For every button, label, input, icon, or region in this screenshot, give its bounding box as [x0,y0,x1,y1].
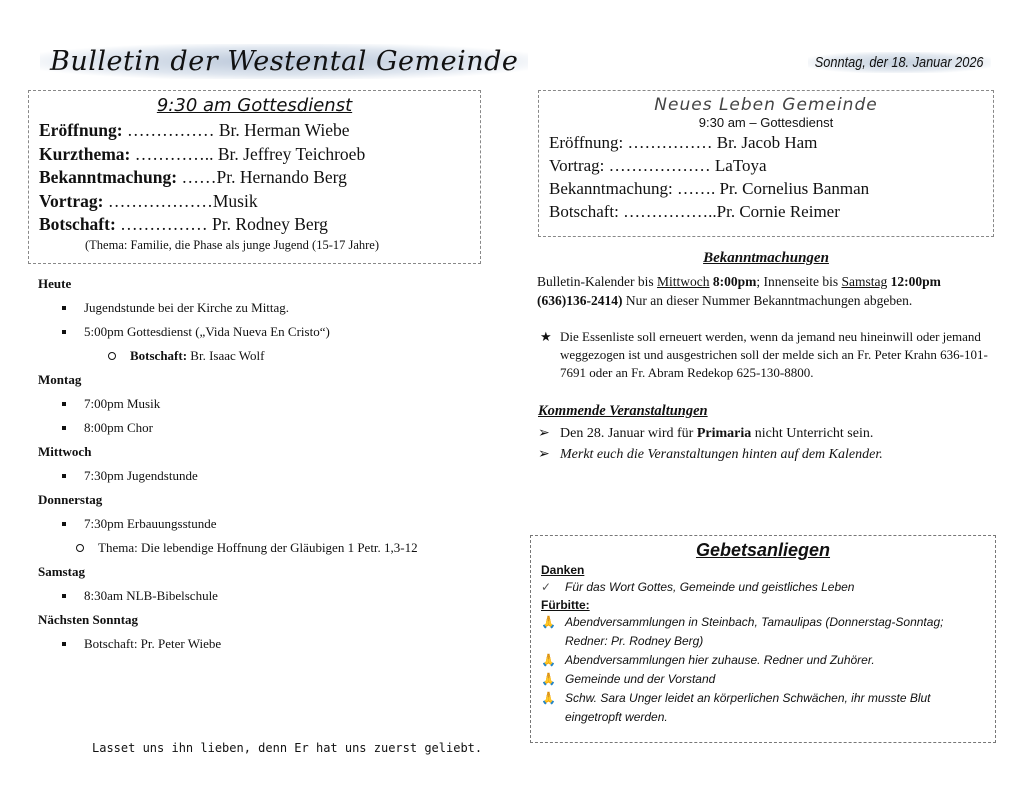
praying-hands-icon: 🙏 [541,653,556,667]
service-row [549,131,983,154]
service-row [549,154,983,177]
person: Pr. Cornelius Banman [715,179,870,198]
prayer-requests-box [530,535,996,743]
person: LaToya [710,156,767,175]
service-row [39,213,470,237]
thanks-item [541,578,985,597]
text: 12:00pm [887,274,941,289]
day-heading: Mittwoch [38,444,92,459]
footer-verse: Lasset uns ihn lieben, denn Er hat uns zuerst geliebt. [92,741,483,755]
schedule-item: 8:00pm Chor [38,418,488,442]
text: Merkt euch die Veranstaltungen hinten auf dem Kalender. [560,447,883,462]
day-heading: Heute [38,276,72,291]
service-row [39,119,470,143]
checkmark-icon: ✓ [541,580,552,594]
text: Schw. Sara Unger leidet an körperlichen Schwächen, ihr musste Blut eingetropft werden. [565,691,931,724]
dots: ……………… [103,190,213,211]
phone: (636)136-2414) [537,293,623,308]
dots: ………….. [130,143,214,164]
role-label: Botschaft: …………….. [549,202,717,221]
schedule-item: Jugendstunde bei der Kirche zu Mittag. [38,298,488,322]
person: Br. Jeffrey Teichroeb [213,143,366,164]
service-row [39,143,470,167]
prayer-heading: Gebetsanliegen [695,540,831,560]
bulletin-date: Sonntag, der 18. Januar 2026 [808,52,990,73]
schedule-subitem [38,346,488,370]
service-row [549,177,983,200]
text: Für das Wort Gottes, Gemeinde und geistliches Leben [565,580,855,594]
prayer-item [541,689,985,727]
dots: …………… [115,214,208,234]
text: Die Essenliste soll erneuert werden, wenn da jemand neu hineinwill oder jemand weggezogen ist und ausgestrichen soll der melde sich an Fr. Peter Krahn 636-101-7691 oder an Fr. Abram Redekop 625-130-8800. [560,329,988,380]
service-heading: 9:30 am Gottesdienst [156,95,353,116]
text: Abendversammlungen hier zuhause. Redner und Zuhörer. [565,653,875,667]
intercession-label: Fürbitte: [541,598,590,612]
event-item [538,424,873,444]
text: Mittwoch [656,274,710,289]
service-row [39,166,470,190]
day-heading: Samstag [38,564,85,579]
schedule-item: 5:00pm Gottesdienst („Vida Nueva En Cristo“) [38,322,488,346]
announcement-item [540,328,995,382]
text: Abendversammlungen in Steinbach, Tamaulipas (Donnerstag-Sonntag; Redner: Pr. Rodney Berg) [565,615,944,648]
praying-hands-icon: 🙏 [541,672,556,686]
person: Musik [212,190,258,211]
schedule-item: 7:30pm Jugendstunde [38,466,488,490]
schedule-item: Botschaft: Pr. Peter Wiebe [38,634,488,658]
role-label: Vortrag: ……………… [549,156,711,175]
announcements-heading: Bekanntmachungen [703,250,829,266]
role-label: Bekanntmachung: ……. [549,179,716,198]
text: Primaria [696,426,752,441]
role-label: Eröffnung: …………… [549,133,713,152]
arrow-bullet-icon: ➢ [538,447,550,462]
day-heading: Nächsten Sonntag [38,612,139,627]
text: Samstag [841,274,888,289]
dots: …………… [122,120,215,140]
schedule-item: 7:30pm Erbauungsstunde [38,514,488,538]
text: Den 28. Januar wird für [560,426,697,441]
schedule-item: 8:30am NLB-Bibelschule [38,586,488,610]
text: 8:00pm [709,274,757,289]
person: Pr. Rodney Berg [207,214,328,234]
event-item [538,445,883,465]
day-heading: Montag [38,372,82,387]
text: nicht Unterricht sein. [751,426,874,441]
praying-hands-icon: 🙏 [541,615,556,629]
prayer-item [541,651,985,670]
text: Bulletin-Kalender bis [537,274,657,289]
person: Pr. Hernando Berg [216,167,347,187]
weekly-schedule [38,274,488,658]
service-box-westental [28,90,481,264]
praying-hands-icon: 🙏 [541,691,556,705]
person: Pr. Cornie Reimer [716,202,840,221]
service-subheading: 9:30 am – Gottesdienst [698,115,834,130]
announcements-paragraph [537,272,997,310]
thanks-label: Danken [541,563,585,577]
arrow-bullet-icon: ➢ [538,426,550,441]
person: Br. Jacob Ham [712,133,818,152]
label: Botschaft: [130,348,188,363]
schedule-item: 7:00pm Musik [38,394,488,418]
role-label: Botschaft: [39,214,116,234]
role-label: Kurzthema: [39,143,131,164]
bulletin-title: Bulletin der Westental Gemeinde [40,44,528,79]
value: Br. Isaac Wolf [187,348,265,363]
star-icon: ★ [540,329,552,344]
role-label: Vortrag: [39,190,104,211]
prayer-item [541,670,985,689]
events-heading: Kommende Veranstaltungen [538,403,708,419]
schedule-subitem: Thema: Die lebendige Hoffnung der Gläubigen 1 Petr. 1,3-12 [38,538,488,562]
day-heading: Donnerstag [38,492,103,507]
role-label: Eröffnung: [39,120,123,140]
person: Br. Herman Wiebe [214,120,350,140]
text: Nur an dieser Nummer Bekanntmachungen abgeben. [622,293,913,308]
service-note: (Thema: Familie, die Phase als junge Jugend (15-17 Jahre) [85,237,380,252]
prayer-item [541,613,985,651]
church-heading: Neues Leben Gemeinde [654,95,878,115]
service-box-neues-leben [538,90,994,237]
service-row [549,200,983,223]
role-label: Bekanntmachung: [39,167,178,187]
text: Gemeinde und der Vorstand [565,672,716,686]
dots: …… [177,167,217,187]
text: ; Innenseite bis [756,274,842,289]
service-row [39,190,470,214]
